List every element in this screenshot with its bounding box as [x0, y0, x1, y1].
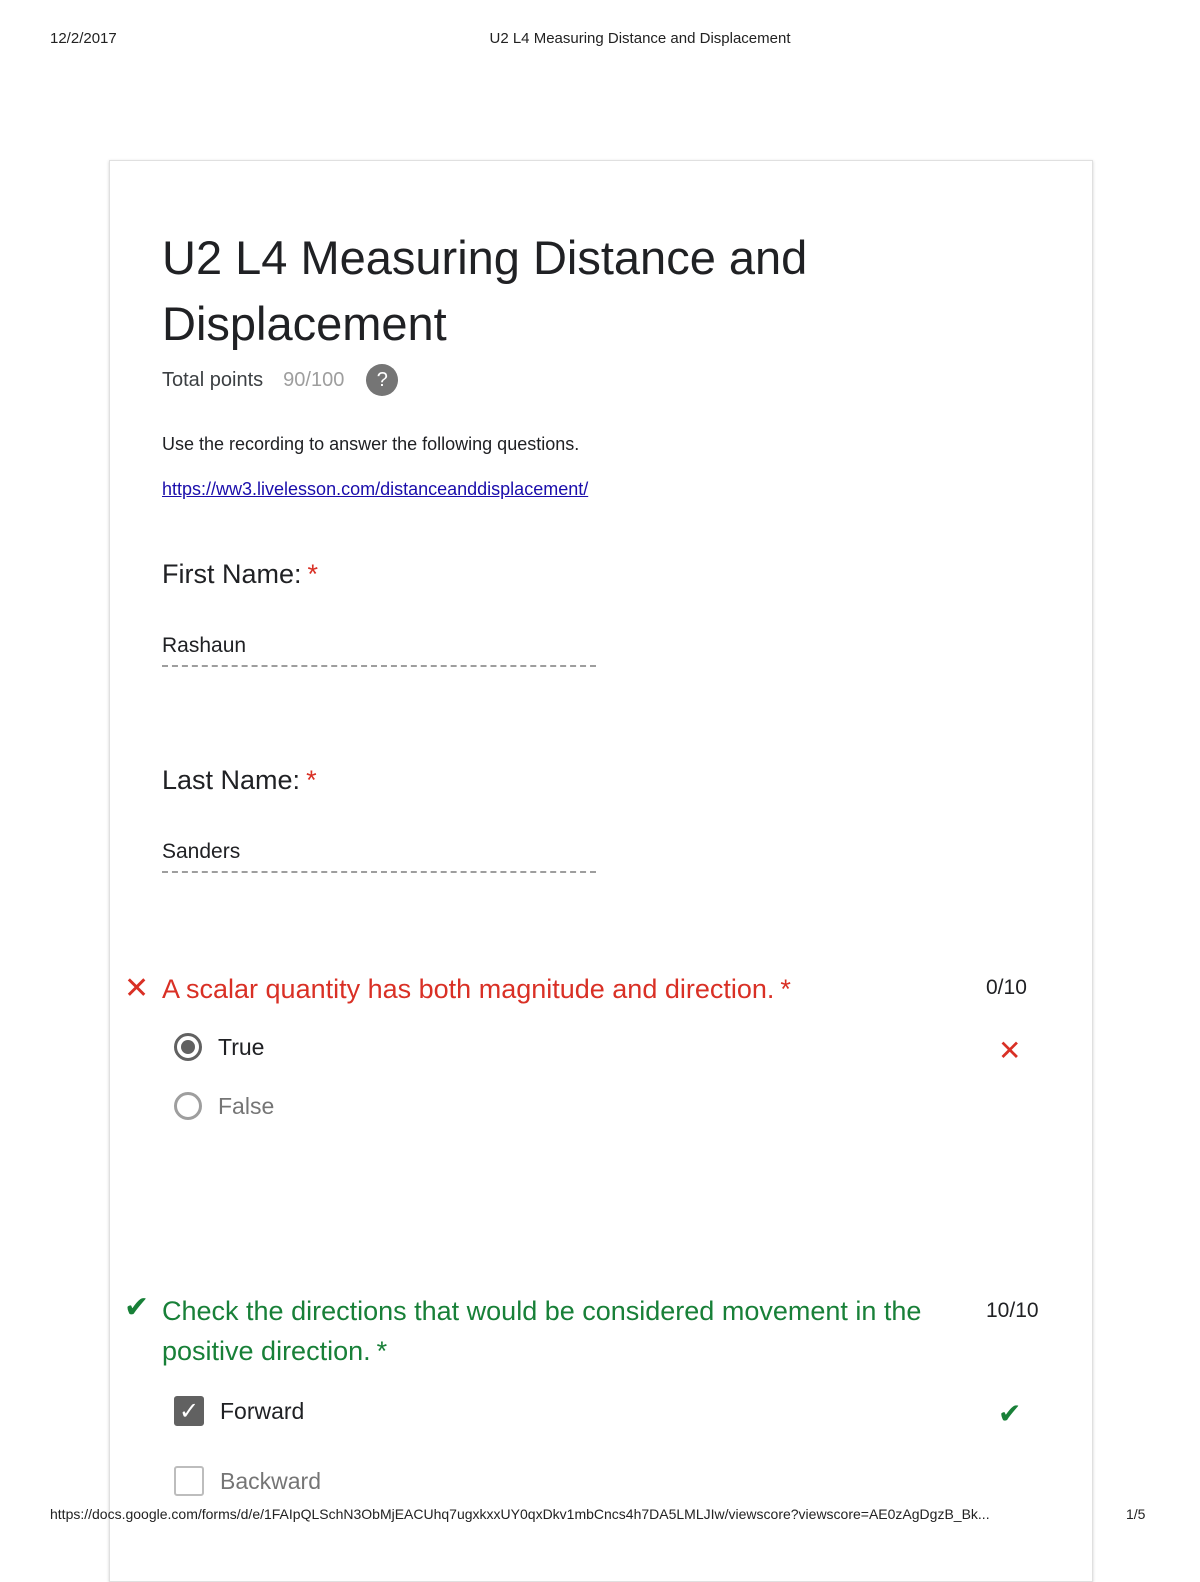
- option-label: False: [218, 1092, 275, 1119]
- last-name-answer-underline: [162, 871, 596, 873]
- first-name-answer: Rashaun: [162, 634, 247, 657]
- question-mark-icon[interactable]: ?: [366, 364, 398, 396]
- question-1-option-true[interactable]: [174, 1033, 264, 1061]
- recording-link[interactable]: https://ww3.livelesson.com/distanceanddisplacement/: [162, 479, 589, 499]
- required-asterisk: *: [306, 765, 317, 795]
- checkbox-unchecked-icon[interactable]: [174, 1466, 204, 1496]
- last-name-label-text: Last Name:: [162, 765, 301, 795]
- option-label: Forward: [220, 1397, 305, 1424]
- question-1-option-false[interactable]: [174, 1092, 274, 1120]
- check-icon: ✔: [124, 1291, 150, 1324]
- question-2-score: 10/10: [986, 1299, 1039, 1322]
- required-asterisk: *: [376, 1336, 388, 1366]
- question-1-score: 0/10: [986, 976, 1027, 999]
- total-points-label: Total points: [162, 368, 264, 391]
- print-document-title: U2 L4 Measuring Distance and Displacement: [489, 30, 791, 47]
- question-1-text: A scalar quantity has both magnitude and direction.: [162, 974, 775, 1004]
- first-name-label-text: First Name:: [162, 559, 302, 589]
- cross-icon: ✕: [124, 972, 150, 1005]
- first-name-label: [162, 559, 318, 590]
- option-label: True: [218, 1033, 265, 1060]
- radio-selected-icon[interactable]: [174, 1033, 202, 1061]
- print-header: [0, 30, 1200, 50]
- form-card: [109, 160, 1093, 1582]
- question-2-option-backward[interactable]: [174, 1466, 321, 1496]
- checkbox-checked-icon[interactable]: ✓: [174, 1396, 204, 1426]
- required-asterisk: *: [307, 559, 319, 589]
- last-name-label: [162, 765, 317, 796]
- required-asterisk: *: [780, 974, 791, 1004]
- total-points-row: [162, 364, 398, 396]
- first-name-answer-underline: [162, 665, 596, 667]
- form-title: U2 L4 Measuring Distance and Displacement: [162, 231, 808, 350]
- page-number: 1/5: [1126, 1506, 1146, 1522]
- cross-icon: ✕: [998, 1035, 1022, 1066]
- question-2-option-forward[interactable]: [174, 1396, 304, 1426]
- question-2-text: Check the directions that would be considered movement in the positive direction.: [162, 1296, 922, 1366]
- print-url: https://docs.google.com/forms/d/e/1FAIpQLSchN3ObMjEACUhq7ugxkxxUY0qxDkv1mbCncs4h7DA5LMLJIw/viewscore?viewscore=AE0zAgDgzB_Bk...: [50, 1506, 990, 1522]
- last-name-answer: Sanders: [162, 840, 241, 863]
- radio-unselected-icon[interactable]: [174, 1092, 202, 1120]
- check-icon: ✔: [998, 1398, 1022, 1429]
- option-label: Backward: [220, 1467, 321, 1494]
- total-points-value: 90/100: [283, 368, 345, 391]
- question-1-title: [162, 969, 902, 1009]
- print-date: 12/2/2017: [50, 30, 117, 47]
- question-2-title: [162, 1291, 952, 1371]
- form-description: Use the recording to answer the following questions.: [162, 434, 580, 454]
